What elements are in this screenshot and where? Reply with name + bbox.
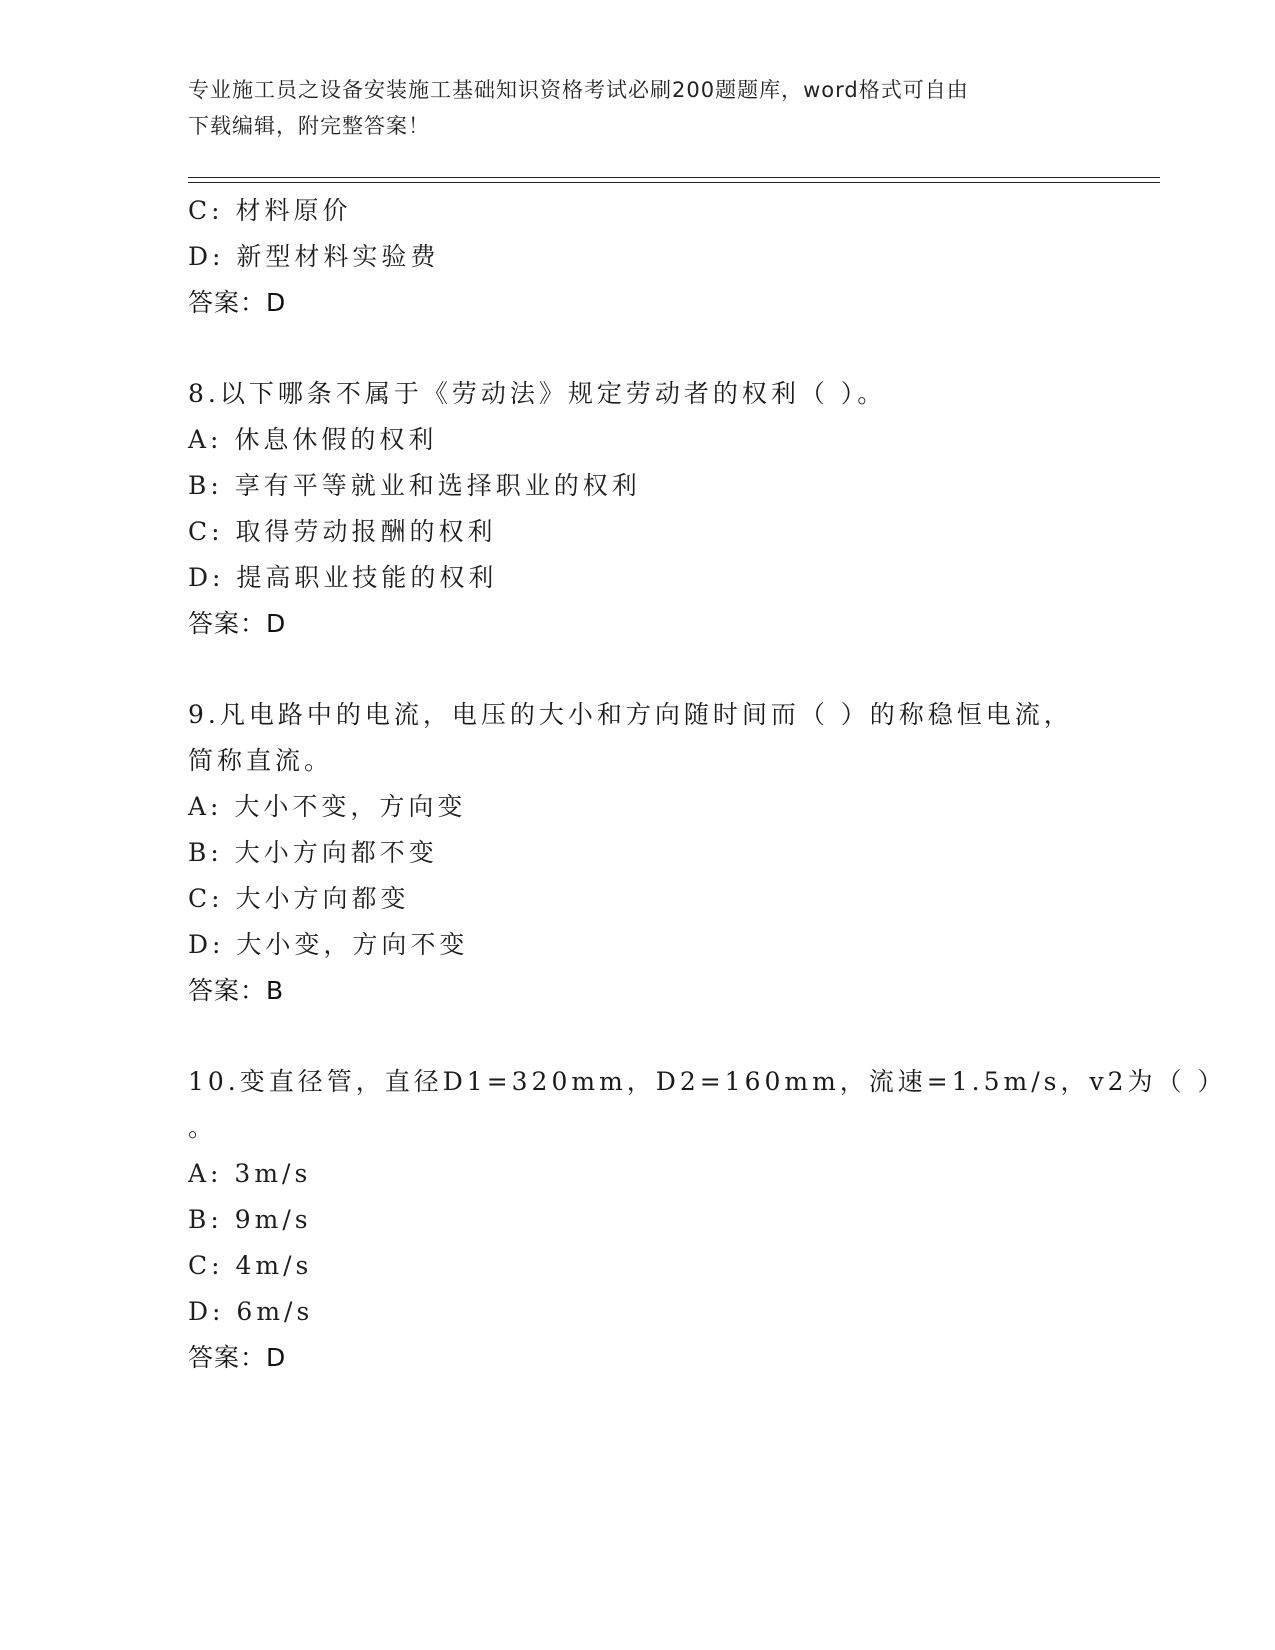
answer-line: 答案：D — [188, 609, 287, 638]
question-8-block — [188, 371, 1088, 647]
document-body — [188, 188, 1227, 1381]
header-divider-bottom — [188, 182, 1160, 183]
option-c: C: 大小方向都变 — [188, 884, 410, 913]
answer-line: 答案：B — [188, 976, 285, 1005]
option-d: D: 提高职业技能的权利 — [188, 563, 498, 592]
answer-line: 答案：D — [188, 1343, 287, 1372]
previous-question-block — [188, 188, 1088, 326]
option-b: B: 大小方向都不变 — [188, 838, 438, 867]
answer-line: 答案：D — [188, 288, 287, 317]
option-d: D: 6m/s — [188, 1297, 314, 1326]
question-9-block — [188, 692, 1088, 1014]
option-a: A: 大小不变，方向变 — [188, 792, 467, 821]
question-stem-line-2: 。 — [188, 1113, 218, 1142]
option-d: D: 新型材料实验费 — [188, 242, 440, 271]
header-divider-top — [188, 177, 1160, 178]
spacer — [188, 1014, 1088, 1059]
option-a: A: 休息休假的权利 — [188, 425, 438, 454]
option-c: C: 材料原价 — [188, 196, 352, 225]
option-c: C: 取得劳动报酬的权利 — [188, 517, 497, 546]
document-header — [188, 72, 1088, 144]
question-stem: 8.以下哪条不属于《劳动法》规定劳动者的权利（ ）。 — [188, 379, 887, 408]
spacer — [188, 326, 1088, 371]
option-b: B: 享有平等就业和选择职业的权利 — [188, 471, 641, 500]
option-a: A: 3m/s — [188, 1159, 312, 1188]
option-d: D: 大小变，方向不变 — [188, 930, 469, 959]
option-b: B: 9m/s — [188, 1205, 312, 1234]
header-line-2: 下载编辑，附完整答案！ — [188, 114, 430, 138]
option-c: C: 4m/s — [188, 1251, 313, 1280]
question-10-block — [188, 1059, 1227, 1381]
question-stem-line-1: 9.凡电路中的电流，电压的大小和方向随时间而（ ）的称稳恒电流， — [188, 700, 1073, 729]
question-stem-line-1: 10.变直径管，直径D1=320mm，D2=160mm，流速=1.5m/s，v2为（ ） — [188, 1067, 1227, 1096]
spacer — [188, 647, 1088, 692]
header-line-1: 专业施工员之设备安装施工基础知识资格考试必刷200题题库，word格式可自由 — [188, 78, 969, 102]
question-stem-line-2: 简称直流。 — [188, 746, 334, 775]
